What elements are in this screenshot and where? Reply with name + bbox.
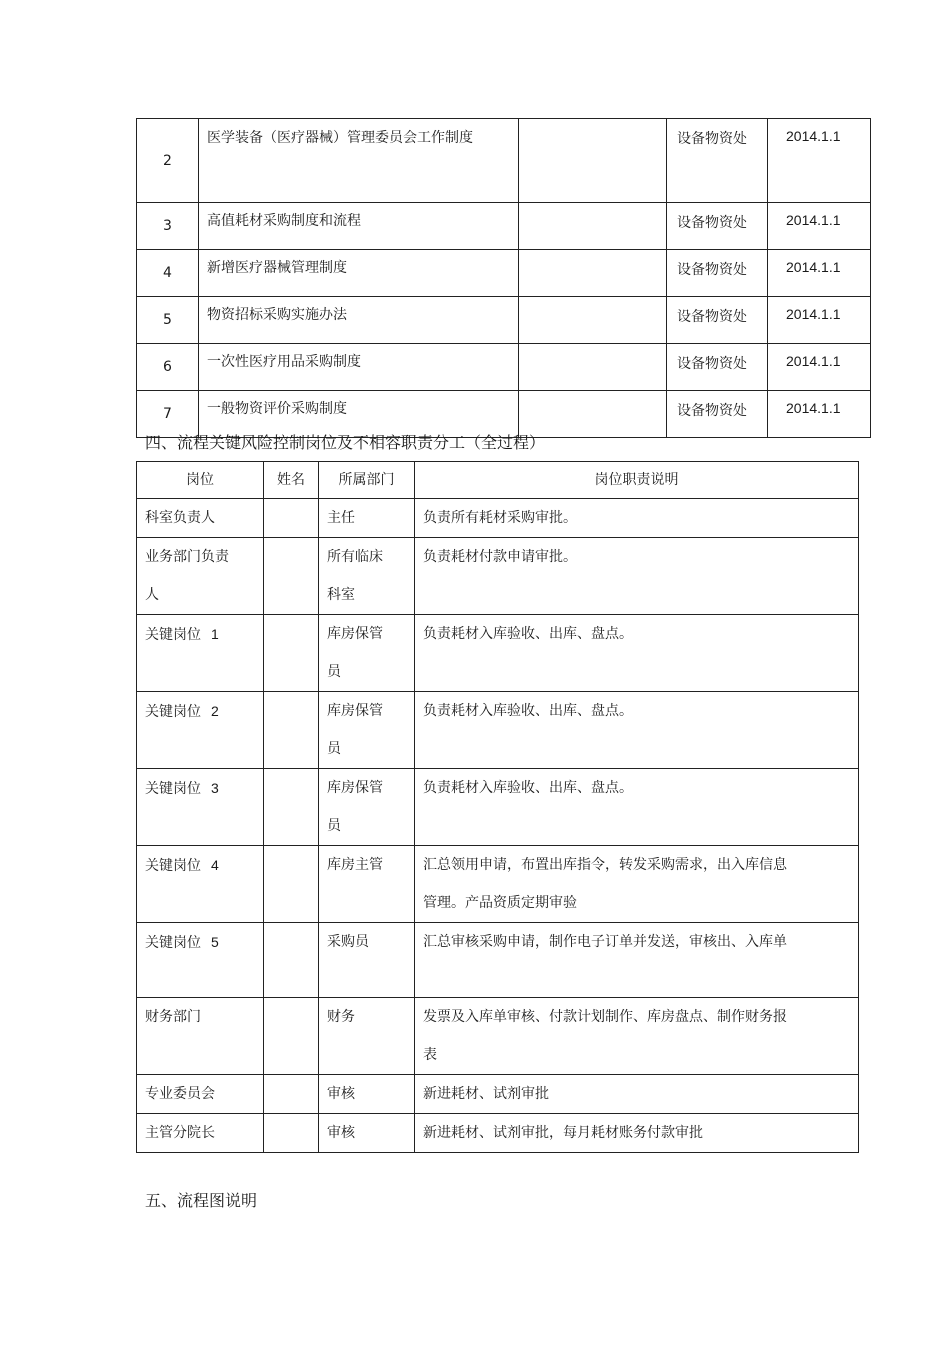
duty-text: 汇总审核采购申请，制作电子订单并发送，审核出、入库单 bbox=[423, 934, 787, 950]
duty-cell bbox=[415, 846, 859, 923]
policy-table bbox=[136, 118, 871, 438]
duty-table bbox=[136, 461, 859, 1153]
dept-cell: 审核 bbox=[319, 1114, 415, 1153]
post-cell bbox=[137, 846, 264, 923]
policy-dept: 设备物资处 bbox=[667, 203, 768, 250]
dept-cell: 库房主管 bbox=[319, 846, 415, 923]
empty-cell bbox=[519, 119, 667, 203]
dept-cell bbox=[319, 692, 415, 769]
policy-name: 物资招标采购实施办法 bbox=[199, 297, 519, 344]
table-row bbox=[137, 615, 859, 692]
table-row bbox=[137, 846, 859, 923]
name-cell bbox=[264, 1114, 319, 1153]
column-header: 岗位 bbox=[137, 462, 264, 499]
policy-name: 医学装备（医疗器械）管理委员会工作制度 bbox=[199, 119, 519, 203]
duty-text: 汇总领用申请，布置出库指令，转发采购需求，出入库信息管理。产品资质定期审验 bbox=[423, 857, 787, 911]
dept-cell: 审核 bbox=[319, 1075, 415, 1114]
name-cell bbox=[264, 769, 319, 846]
table-row bbox=[137, 1075, 859, 1114]
duty-text: 发票及入库单审核、付款计划制作、库房盘点、制作财务报表 bbox=[423, 1009, 787, 1063]
post-cell bbox=[137, 769, 264, 846]
empty-cell bbox=[519, 344, 667, 391]
policy-name: 新增医疗器械管理制度 bbox=[199, 250, 519, 297]
dept-cell: 财务 bbox=[319, 998, 415, 1075]
name-cell bbox=[264, 846, 319, 923]
post-cell: 主管分院长 bbox=[137, 1114, 264, 1153]
row-number: 4 bbox=[137, 250, 199, 297]
policy-date: 2014.1.1 bbox=[768, 250, 871, 297]
row-number: 7 bbox=[137, 391, 199, 438]
duty-cell: 负责耗材入库验收、出库、盘点。 bbox=[415, 615, 859, 692]
post-cell bbox=[137, 538, 264, 615]
policy-dept: 设备物资处 bbox=[667, 391, 768, 438]
table-row bbox=[137, 344, 871, 391]
duty-cell: 新进耗材、试剂审批，每月耗材账务付款审批 bbox=[415, 1114, 859, 1153]
dept-cell bbox=[319, 615, 415, 692]
duty-cell: 新进耗材、试剂审批 bbox=[415, 1075, 859, 1114]
table-row bbox=[137, 998, 859, 1075]
dept-cell: 主任 bbox=[319, 499, 415, 538]
row-number: 2 bbox=[137, 119, 199, 203]
name-cell bbox=[264, 499, 319, 538]
column-header: 姓名 bbox=[264, 462, 319, 499]
post-text: 业务部门负责人 bbox=[145, 549, 229, 603]
duty-cell bbox=[415, 998, 859, 1075]
table-row bbox=[137, 692, 859, 769]
table-row bbox=[137, 499, 859, 538]
post-text: 关键岗位 bbox=[145, 858, 201, 874]
policy-name: 一般物资评价采购制度 bbox=[199, 391, 519, 438]
post-cell bbox=[137, 615, 264, 692]
section-heading: 五、流程图说明 bbox=[145, 1191, 258, 1210]
dept-cell: 采购员 bbox=[319, 923, 415, 998]
table-row bbox=[137, 119, 871, 203]
dept-text: 库房保管员 bbox=[327, 780, 383, 834]
duty-cell: 负责所有耗材采购审批。 bbox=[415, 499, 859, 538]
policy-dept: 设备物资处 bbox=[667, 119, 768, 203]
policy-dept: 设备物资处 bbox=[667, 297, 768, 344]
policy-date: 2014.1.1 bbox=[768, 344, 871, 391]
post-text: 关键岗位 bbox=[145, 627, 201, 643]
duty-cell: 负责耗材入库验收、出库、盘点。 bbox=[415, 692, 859, 769]
name-cell bbox=[264, 1075, 319, 1114]
policy-dept: 设备物资处 bbox=[667, 250, 768, 297]
policy-date: 2014.1.1 bbox=[768, 119, 871, 203]
empty-cell bbox=[519, 250, 667, 297]
section-heading: 四、流程关键风险控制岗位及不相容职责分工（全过程） bbox=[145, 433, 546, 452]
post-cell: 科室负责人 bbox=[137, 499, 264, 538]
table-row bbox=[137, 297, 871, 344]
post-cell: 财务部门 bbox=[137, 998, 264, 1075]
column-header: 岗位职责说明 bbox=[415, 462, 859, 499]
empty-cell bbox=[519, 297, 667, 344]
policy-name: 一次性医疗用品采购制度 bbox=[199, 344, 519, 391]
row-number: 6 bbox=[137, 344, 199, 391]
table-row bbox=[137, 769, 859, 846]
empty-cell bbox=[519, 203, 667, 250]
post-number: 5 bbox=[211, 934, 219, 950]
dept-text: 所有临床科室 bbox=[327, 549, 383, 603]
post-cell bbox=[137, 923, 264, 998]
duty-cell bbox=[415, 923, 859, 998]
duty-cell: 负责耗材付款申请审批。 bbox=[415, 538, 859, 615]
duty-cell: 负责耗材入库验收、出库、盘点。 bbox=[415, 769, 859, 846]
name-cell bbox=[264, 923, 319, 998]
table-row bbox=[137, 250, 871, 297]
post-number: 1 bbox=[211, 626, 219, 642]
dept-text: 库房保管员 bbox=[327, 703, 383, 757]
table-row bbox=[137, 923, 859, 998]
table-row bbox=[137, 538, 859, 615]
name-cell bbox=[264, 538, 319, 615]
post-text: 关键岗位 bbox=[145, 781, 201, 797]
post-cell bbox=[137, 692, 264, 769]
row-number: 5 bbox=[137, 297, 199, 344]
post-number: 2 bbox=[211, 703, 219, 719]
column-header: 所属部门 bbox=[319, 462, 415, 499]
policy-dept: 设备物资处 bbox=[667, 344, 768, 391]
policy-date: 2014.1.1 bbox=[768, 203, 871, 250]
dept-text: 库房保管员 bbox=[327, 626, 383, 680]
policy-name: 高值耗材采购制度和流程 bbox=[199, 203, 519, 250]
name-cell bbox=[264, 692, 319, 769]
post-text: 关键岗位 bbox=[145, 704, 201, 720]
row-number: 3 bbox=[137, 203, 199, 250]
table-row bbox=[137, 1114, 859, 1153]
post-text: 关键岗位 bbox=[145, 935, 201, 951]
table-header-row bbox=[137, 462, 859, 499]
post-number: 3 bbox=[211, 780, 219, 796]
post-cell: 专业委员会 bbox=[137, 1075, 264, 1114]
dept-cell bbox=[319, 769, 415, 846]
name-cell bbox=[264, 615, 319, 692]
policy-date: 2014.1.1 bbox=[768, 391, 871, 438]
name-cell bbox=[264, 998, 319, 1075]
post-number: 4 bbox=[211, 857, 219, 873]
policy-date: 2014.1.1 bbox=[768, 297, 871, 344]
dept-cell bbox=[319, 538, 415, 615]
table-row bbox=[137, 203, 871, 250]
